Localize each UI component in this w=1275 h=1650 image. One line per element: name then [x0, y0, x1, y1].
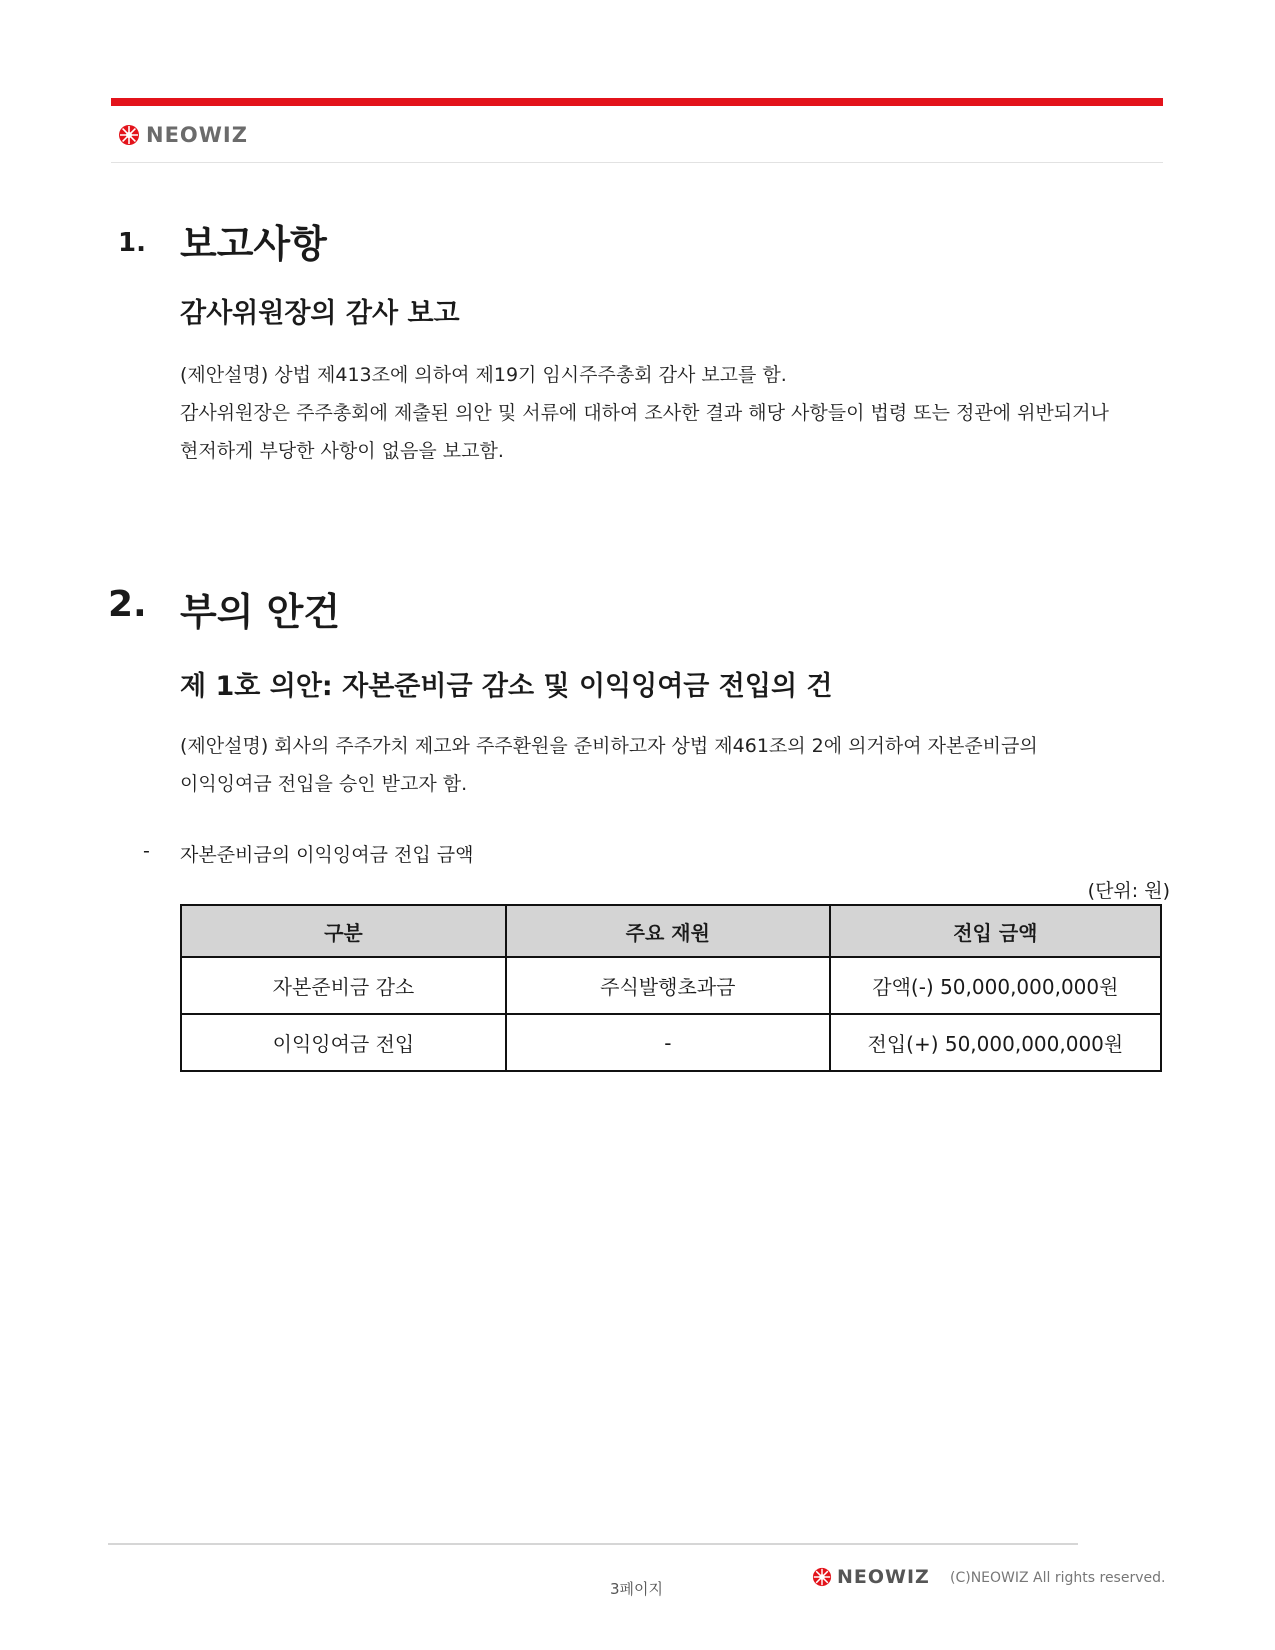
header-logo: [118, 123, 248, 147]
bullet-text: 자본준비금의 이익잉여금 전입 금액: [180, 844, 474, 866]
section2-body: [180, 727, 1038, 803]
table-header-source: 주요 재원: [506, 905, 830, 957]
table-cell: 이익잉여금 전입: [181, 1014, 506, 1071]
table-cell: 주식발행초과금: [506, 957, 830, 1014]
table-header-category: 구분: [181, 905, 506, 957]
header-logo-text: NEOWIZ: [146, 123, 248, 147]
section1-number: 1.: [118, 228, 146, 258]
section2-number: 2.: [108, 584, 147, 625]
table-row: [181, 957, 1161, 1014]
table-cell: 전입(+) 50,000,000,000원: [830, 1014, 1161, 1071]
footer-logo: [812, 1566, 930, 1588]
section2-line-1: (제안설명) 회사의 주주가치 제고와 주주환원을 준비하고자 상법 제461조의 2에 의거하여 자본준비금의: [180, 735, 1038, 757]
transfer-table: [180, 904, 1162, 1072]
unit-label: (단위: 원): [1087, 880, 1170, 902]
footer-logo-text: NEOWIZ: [837, 1566, 930, 1588]
section2-title: 부의 안건: [180, 590, 341, 634]
table-cell: 자본준비금 감소: [181, 957, 506, 1014]
section1-title: 보고사항: [180, 222, 327, 266]
page-number: 3페이지: [610, 1580, 664, 1598]
table-row: [181, 1014, 1161, 1071]
footer-divider: [108, 1543, 1078, 1545]
header-red-bar: [111, 98, 1163, 106]
section2-line-2: 이익잉여금 전입을 승인 받고자 함.: [180, 773, 468, 795]
neowiz-flower-icon: [118, 124, 140, 146]
table-header-amount: 전입 금액: [830, 905, 1161, 957]
section1-line-3: 현저하게 부당한 사항이 없음을 보고함.: [180, 440, 504, 462]
table-header-row: [181, 905, 1161, 957]
bullet-dash: -: [143, 840, 150, 862]
section1-line-2: 감사위원장은 주주총회에 제출된 의안 및 서류에 대하여 조사한 결과 해당 사항들이 법령 또는 정관에 위반되거나: [180, 402, 1109, 424]
section2-subtitle: 제 1호 의안: 자본준비금 감소 및 이익잉여금 전입의 건: [180, 671, 833, 702]
section1-body: [180, 356, 1109, 470]
section1-subtitle: 감사위원장의 감사 보고: [180, 298, 460, 329]
header-divider: [111, 162, 1163, 163]
copyright-text: (C)NEOWIZ All rights reserved.: [950, 1570, 1166, 1586]
table-cell: -: [506, 1014, 830, 1071]
neowiz-flower-icon: [812, 1567, 832, 1587]
section1-line-1: (제안설명) 상법 제413조에 의하여 제19기 임시주주총회 감사 보고를 함.: [180, 364, 787, 386]
table-cell: 감액(-) 50,000,000,000원: [830, 957, 1161, 1014]
